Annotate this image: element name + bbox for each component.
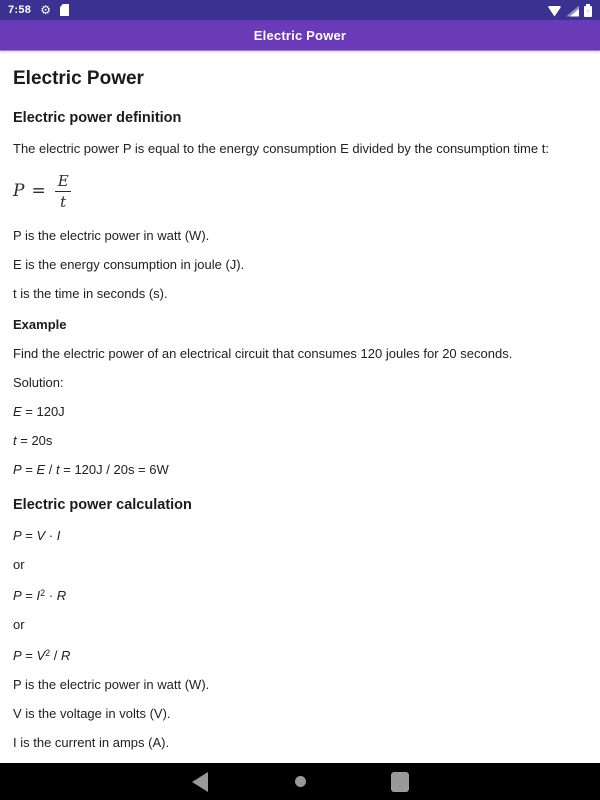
gear-icon: ⚙ [40,3,51,17]
section-heading: Electric power definition [13,110,182,126]
wifi-icon [548,6,561,17]
paragraph: Solution: [13,375,64,390]
app-bar [0,20,600,50]
home-button[interactable] [250,776,350,787]
formula-image: P = $\frac{E}{t}$ [13,168,587,214]
paragraph: or [13,557,25,572]
sd-card-icon [60,4,69,16]
paragraph: I is the current in amps (A). [13,735,170,750]
status-bar [0,0,600,20]
status-bar-left [8,4,69,16]
article-content[interactable] [0,50,600,800]
paragraph: t is the time in seconds (s). [13,286,168,301]
app-bar-title: Electric Power [253,27,347,43]
formula-line: $P = I^2 \cdot R$ [13,588,67,603]
paragraph: V is the voltage in volts (V). [13,706,171,721]
formula-line: P = V · I [13,528,61,543]
formula-line: P = E / t = 120J / 20s = 6W [13,462,169,477]
paragraph: P is the electric power in watt (W). [13,677,210,692]
paragraph: The electric power P is equal to the energy consumption E divided by the consumption time t: [13,141,549,156]
back-icon [192,772,208,792]
paragraph: E is the energy consumption in joule (J). [13,257,245,272]
formula-line: $P = V^2 / R$ [13,648,71,663]
back-button[interactable] [150,772,250,792]
section-heading: Electric power calculation [13,497,192,513]
battery-charging-icon [584,4,592,17]
paragraph: P is the electric power in watt (W). [13,228,210,243]
sub-heading: Example [13,317,67,332]
recents-icon [391,772,409,792]
paragraph: or [13,617,25,632]
home-icon [295,776,306,787]
clock: 7:58 [8,4,32,16]
paragraph: Find the electric power of an electrical circuit that consumes 120 joules for 20 seconds. [13,346,513,361]
formula-line: E = 120J [13,404,65,419]
navigation-bar [0,763,600,800]
status-bar-right [548,4,592,17]
formula-line: t = 20s [13,433,53,448]
recents-button[interactable] [350,772,450,792]
signal-icon [566,6,579,17]
page-title: Electric Power [13,68,144,89]
